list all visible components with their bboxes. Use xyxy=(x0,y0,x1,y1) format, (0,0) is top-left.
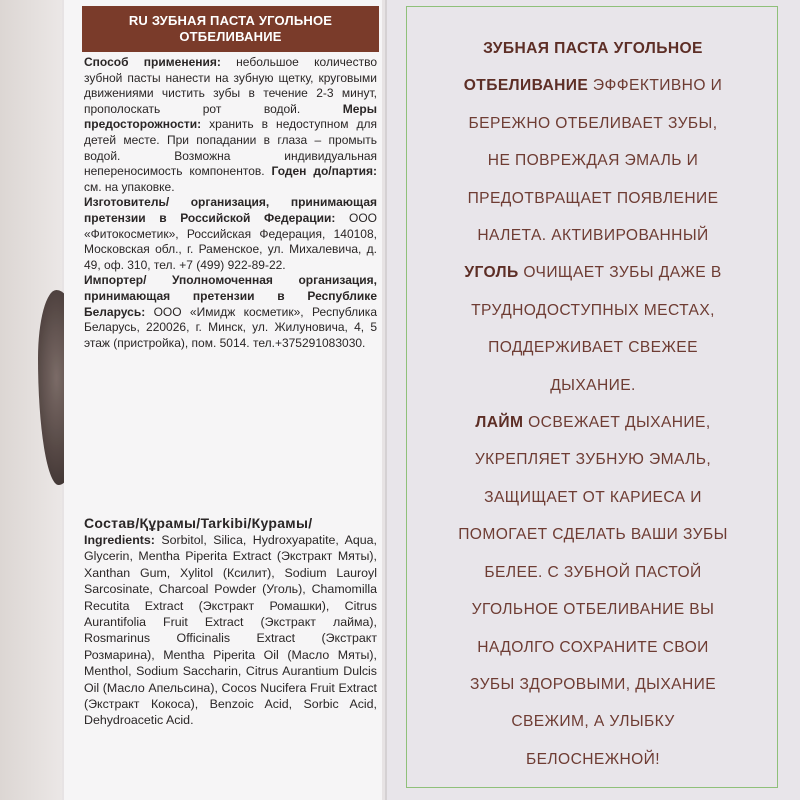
header-line-2: ОТБЕЛИВАНИЕ xyxy=(179,29,282,44)
desc-line: НАДОЛГО СОХРАНИТЕ СВОИ xyxy=(477,638,709,656)
manufacturer-text: ООО «Фитокосметик», Российская Федерация, 140108, Московская обл., г. Раменское, ул. Михалевича, д. 49, оф. 310, тел. +7 (499) 922-89-22. xyxy=(84,210,377,272)
desc-line: ЗУБЫ ЗДОРОВЫМИ, ДЫХАНИЕ xyxy=(469,675,717,693)
usage-instructions xyxy=(84,55,377,351)
desc-line: ДЫХАНИЕ. xyxy=(550,376,636,394)
desc-line xyxy=(412,404,774,441)
manufacturer-label: Изготовитель/ организация, принимающая претензии в Российской Федерации: xyxy=(84,195,377,225)
ingredients-text: Sorbitol, Silica, Hydroxyapatite, Aqua, Glycerin, Mentha Piperita Extract (Экстракт Мяты), Xanthan Gum, Xylitol (Ксилит), Sodium Lauroyl Sarcosinate, Charcoal Powder (Уголь), Chamomilla Recutita Extract (Экстракт Ромашки), Citrus Aurantifolia Fruit Extract (Экстракт лайма), Rosmarinus Officinalis Extract (Экстракт Розмарина), Mentha Piperita Oil (Масло Мяты), Menthol, Sodium Saccharin, Citrus Aurantium Dulcis Oil (Масло Апельсина), Cocos Nucifera Fruit Extract (Экстракт Кокоса), Benzoic Acid, Sorbic Acid, Dehydroacetic Acid. xyxy=(84,533,377,728)
desc-line: ТРУДНОДОСТУПНЫХ МЕСТАХ, xyxy=(471,301,715,319)
desc-text: ОСВЕЖАЕТ ДЫХАНИЕ, xyxy=(523,414,711,432)
desc-line: НЕ ПОВРЕЖДАЯ ЭМАЛЬ И xyxy=(487,152,699,170)
desc-line xyxy=(412,254,774,291)
desc-text: ОЧИЩАЕТ ЗУБЫ ДАЖЕ В xyxy=(518,264,722,282)
ingredients-label: Ingredients: xyxy=(84,533,155,547)
shelf-life-label: Годен до/партия: xyxy=(271,164,377,179)
desc-line: СВЕЖИМ, А УЛЫБКУ xyxy=(511,713,675,731)
desc-line: ПОМОГАЕТ СДЕЛАТЬ ВАШИ ЗУБЫ xyxy=(458,526,728,544)
importer-label: Импортер/ Уполномоченная организация, принимающая претензии в Республике Беларусь: xyxy=(84,273,377,319)
header-line-1: RU ЗУБНАЯ ПАСТА УГОЛЬНОЕ xyxy=(128,13,333,28)
desc-line: УКРЕПЛЯЕТ ЗУБНУЮ ЭМАЛЬ, xyxy=(474,451,712,469)
desc-line: БЕРЕЖНО ОТБЕЛИВАЕТ ЗУБЫ, xyxy=(468,114,718,132)
desc-bold-title: ЗУБНАЯ ПАСТА УГОЛЬНОЕ xyxy=(483,40,703,57)
method-label: Способ применения: xyxy=(84,55,221,69)
ingredients-list xyxy=(84,532,377,729)
precautions-text: хранить в недоступном для детей месте. При попадании в глаза – промыть водой. Возможна индивидуальная непереносимость компонентов. xyxy=(84,117,377,179)
desc-bold-charcoal: УГОЛЬ xyxy=(464,264,519,282)
manufacturer-paragraph xyxy=(84,195,377,273)
desc-bold-lime: ЛАЙМ xyxy=(475,414,524,432)
composition-title: Состав/Құрамы/Tarkibi/Курамы/ xyxy=(84,515,313,531)
desc-line: ПОДДЕРЖИВАЕТ СВЕЖЕЕ xyxy=(488,339,698,357)
desc-line: ПРЕДОТВРАЩАЕТ ПОЯВЛЕНИЕ xyxy=(467,189,719,207)
desc-line xyxy=(412,67,774,104)
desc-bold-title: ОТБЕЛИВАНИЕ xyxy=(463,77,589,95)
product-description xyxy=(412,30,774,778)
desc-line: БЕЛЕЕ. С ЗУБНОЙ ПАСТОЙ xyxy=(484,563,702,581)
precautions-label: Меры предосторожности: xyxy=(84,101,377,132)
desc-line: УГОЛЬНОЕ ОТБЕЛИВАНИЕ ВЫ xyxy=(471,601,715,619)
desc-line xyxy=(412,30,774,67)
desc-text: ЭФФЕКТИВНО И xyxy=(588,77,723,95)
composition-section xyxy=(84,514,377,729)
shelf-life-text: см. на упаковке. xyxy=(84,179,175,194)
method-text: небольшое количество зубной пасты нанести на зубную щетку, круговыми движениями чистить зубы в течение 2-3 минут, прополоскать рот водой. xyxy=(84,55,378,116)
desc-line: НАЛЕТА. АКТИВИРОВАННЫЙ xyxy=(477,227,709,245)
importer-text: ООО «Имидж косметик», Республика Беларусь, 220026, г. Минск, ул. Жилуновича, 4, 5 этаж (пристройка), пом. 5014. тел.+375291083030. xyxy=(84,304,377,350)
usage-paragraph xyxy=(84,55,377,195)
desc-line: БЕЛОСНЕЖНОЙ! xyxy=(525,750,661,768)
product-header-bar xyxy=(82,6,379,52)
desc-line: ЗАЩИЩАЕТ ОТ КАРИЕСА И xyxy=(484,488,702,506)
importer-paragraph xyxy=(84,273,377,351)
